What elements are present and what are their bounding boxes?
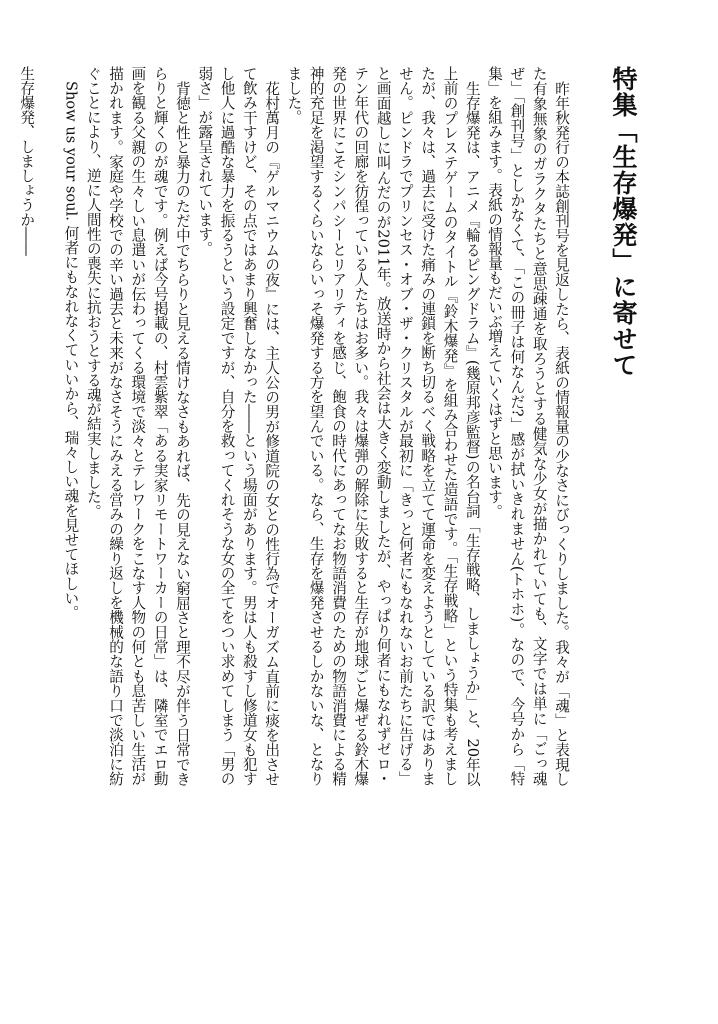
article-body (0, 66, 640, 786)
closing-line: 生存爆発、しましょうか―― (18, 66, 36, 256)
paragraph-intro: 昨年秋発行の本誌創刊号を見返したら、表紙の情報量の少なさにびっくりしました。我々が「魂」と表現した有象無象のガラクタたちと意思疎通を取ろうとする健気な少女が描かれていても、文字では単に「ごっ魂ぜ」「創刊号」としかなくて、「この冊子は何なんだ?」感が拭いきれません(トホホ)。なので、今号から「特集」を組みます。表紙の情報量もだいぶ増えていくはずと思います。 (486, 66, 570, 786)
paragraph-germanium-night: 花村萬月の『ゲルマニウムの夜』には、主人公の男が修道院の女との性行為でオーガズム直前に痰を出させて飲み干すけど、その点ではあまり興奮しなかった――という場面があります。男は人も殺すし修道女も犯すし他人に過酷な暴力を振るうという設定ですが、自分を救ってくれそうな女の全てをつい求めてしまう「男の弱さ」が露呈されています。 (196, 66, 281, 786)
paragraph-theme-origin: 生存爆発は、アニメ『輪るピングドラム』(幾原邦彦監督)の名台詞「生存戦略、しましょうか」と、20年以上前のプレステゲームのタイトル『鈴木爆発』を組み合わせた造語です。「生存戦略」という特集も考えましたが、我々は、過去に受けた痛みの連鎖を断ち切るべく戦略を立てて運命を変えようとしている訳ではありません。ピンドラでプリンセス・オブ・ザ・クリスタルが最初に「きっと何者にもなれないお前たちに告げる」と画面越しに叫んだのが2011年。放送時から社会は大きく変動しましたが、やっぱり何者にもなれずゼロ・テン年代の回廊を彷徨っている人たちはお多い。我々は爆弾の解除に失敗すると生存が地球ごと爆ぜる鈴木爆発の世界にこそシンパシーとリアリティを感じ、飽食の時代にあってなお物語消費のための物語消費による精神的充足を渇望するくらいならいっそ爆発する方を望んでいる。なら、生存を爆発させるしかないな、となりました。 (285, 66, 481, 786)
article-title: 特集「生存爆発」に寄せて (609, 66, 638, 378)
paragraph-soul: 背徳と性と暴力のただ中でちらりと見える情けなさもあれば、先の見えない窮屈さと理不尽が伴う日常できらりと輝くのが魂です。例えば今号掲載の、村雲紫翠「ある実家リモートワーカーの日常」は、隣室でエロ動画を観る父親の生々しい息遣いが伝わってくる環境で淡々とテレワークをこなす人物の何とも息苦しい生活が描かれます。家庭や学校での辛い過去と未来がなさそうにみえる営みの繰り返しを機械的な語り口で淡泊に紡ぐことにより、逆に人間性の喪失に抗おうとする魂が結実しました。 (84, 66, 191, 786)
paragraph-show-us-your-soul: Show us your soul. 何者にもなれなくていいから、瑞々しい魂を見せてほしい。 (62, 80, 80, 620)
